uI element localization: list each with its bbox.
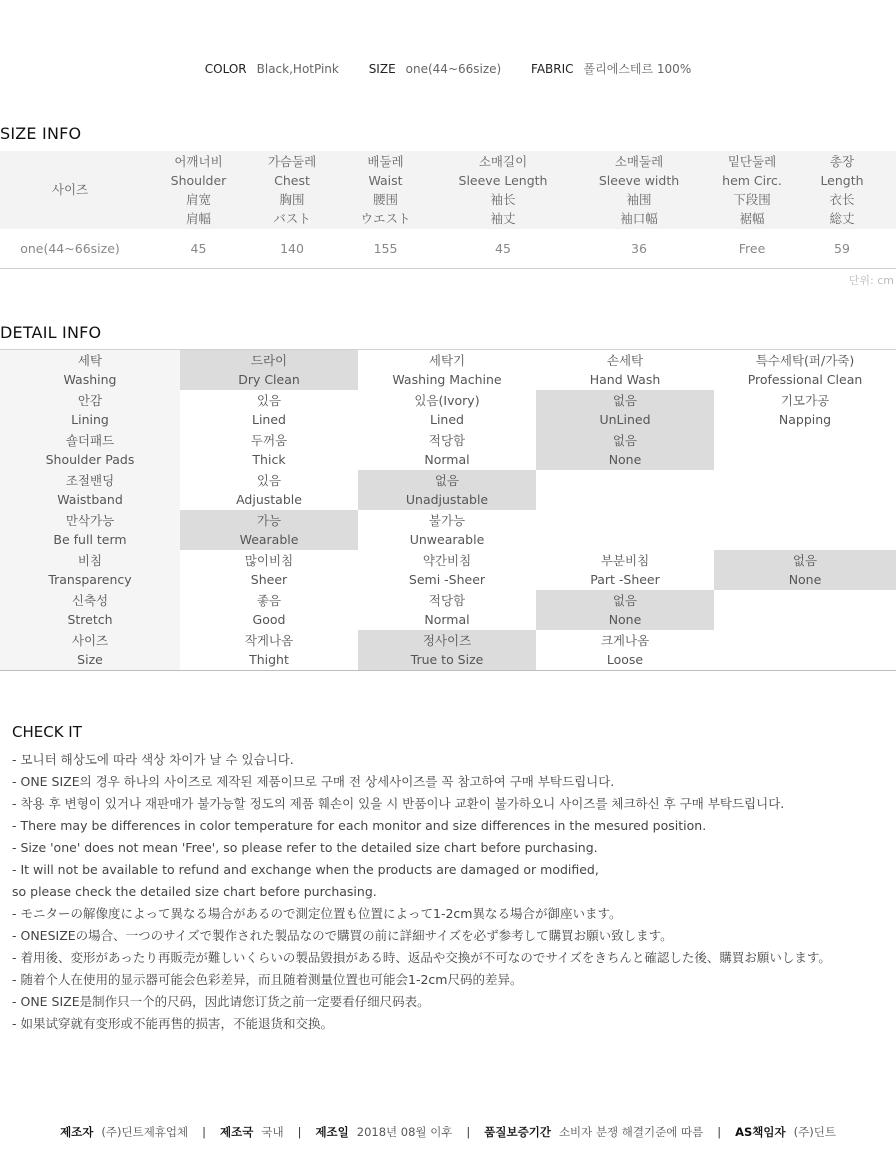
col-kr: 소매둘레 <box>614 154 664 169</box>
option-en: Wearable <box>239 532 299 547</box>
detail-option-selected <box>358 630 536 671</box>
size-col-chest <box>257 151 327 229</box>
detail-option <box>536 630 714 671</box>
product-specs <box>0 60 896 77</box>
label-kr: 조절밴딩 <box>65 473 115 488</box>
option-kr: 없음 <box>612 593 638 608</box>
detail-option <box>714 430 896 470</box>
detail-option <box>180 470 358 510</box>
detail-option <box>536 510 714 550</box>
col-en: Sleeve Length <box>458 173 548 188</box>
option-en: Adjustable <box>236 492 302 507</box>
option-kr: 불가능 <box>428 513 466 528</box>
size-value: 36 <box>562 229 716 269</box>
divider: | <box>717 1125 722 1139</box>
col-en: hem Circ. <box>722 173 782 188</box>
col-cn: 胸围 <box>279 192 305 207</box>
divider: | <box>202 1125 207 1139</box>
col-kr: 배둘레 <box>367 154 404 169</box>
option-kr: 없음 <box>612 393 638 408</box>
option-en: Hand Wash <box>589 372 661 387</box>
detail-row-label <box>0 470 180 510</box>
size-col-length <box>788 151 896 229</box>
detail-option-selected <box>180 510 358 550</box>
table-row <box>0 350 896 391</box>
check-it-title: CHECK IT <box>12 723 82 741</box>
maker-label: 제조자 <box>60 1125 94 1139</box>
size-info-title: SIZE INFO <box>0 124 82 143</box>
label-kr: 세탁 <box>77 353 103 368</box>
option-en: True to Size <box>410 652 484 667</box>
divider: | <box>466 1125 471 1139</box>
col-kr: 밑단둘레 <box>727 154 777 169</box>
option-kr: 가능 <box>256 513 282 528</box>
note-line: - モニターの解像度によって異なる場合があるので測定位置も位置によって1-2cm異なる場合が御座います。 <box>12 906 622 921</box>
option-kr: 약간비침 <box>422 553 472 568</box>
detail-option <box>180 630 358 671</box>
size-value: 45 <box>140 229 257 269</box>
note-line: - 着用後、変形があったり再販売が難しいくらいの製品毀損がある時、返品や交換が不可なのでサイズをきちんと確認した後、購買お願いします。 <box>12 950 831 965</box>
table-row <box>0 590 896 630</box>
country-value: 국내 <box>261 1125 284 1139</box>
col-jp: 袖口幅 <box>620 211 658 226</box>
detail-option-selected <box>180 350 358 391</box>
label-kr: 안감 <box>77 393 103 408</box>
option-kr: 크게나옴 <box>600 633 650 648</box>
detail-option <box>714 630 896 671</box>
option-en: Unadjustable <box>405 492 489 507</box>
country-label: 제조국 <box>220 1125 254 1139</box>
divider: | <box>297 1125 302 1139</box>
option-en: Lined <box>252 412 286 427</box>
option-en: Normal <box>424 612 470 627</box>
size-name: one(44~66size) <box>0 229 140 269</box>
size-col-sleeve-width <box>562 151 716 229</box>
label-kr: 비침 <box>77 553 103 568</box>
option-en: Thick <box>252 452 286 467</box>
detail-option <box>180 590 358 630</box>
option-en: UnLined <box>599 412 651 427</box>
note-line: - 随着个人在使用的显示器可能会色彩差异，而且随着测量位置也可能会1-2cm尺码的差异。 <box>12 972 523 987</box>
label-en: Shoulder Pads <box>45 452 135 467</box>
unit-note: 단위: cm <box>848 274 894 287</box>
note-line: - It will not be available to refund and exchange when the products are damaged or modified, <box>12 862 599 877</box>
size-value: 140 <box>257 229 327 269</box>
detail-option <box>358 510 536 550</box>
col-en: Shoulder <box>170 173 227 188</box>
option-kr: 정사이즈 <box>422 633 472 648</box>
warranty-label: 품질보증기간 <box>484 1125 551 1139</box>
fabric-value: 폴리에스테르 100% <box>583 62 692 76</box>
detail-option-selected <box>714 550 896 590</box>
option-en: Washing Machine <box>392 372 502 387</box>
option-kr: 있음(Ivory) <box>414 393 480 408</box>
detail-row-label <box>0 350 180 391</box>
note-line: - ONE SIZE是制作只一个的尺码，因此请您订货之前一定要看仔细尺码表。 <box>12 994 430 1009</box>
fabric-label: FABRIC <box>531 62 574 76</box>
option-en: Semi -Sheer <box>408 572 486 587</box>
label-en: Size <box>77 652 103 667</box>
col-jp: 裾幅 <box>739 211 765 226</box>
label-en: Transparency <box>48 572 132 587</box>
col-cn: 衣长 <box>829 192 855 207</box>
option-kr: 있음 <box>256 473 282 488</box>
table-row <box>0 390 896 430</box>
note-line: - Size 'one' does not mean 'Free', so please refer to the detailed size chart before purchasing. <box>12 840 598 855</box>
table-row <box>0 229 896 269</box>
note-line: - ONE SIZE의 경우 하나의 사이즈로 제작된 제품이므로 구매 전 상세사이즈를 꼭 참고하여 구매 부탁드립니다. <box>12 774 615 789</box>
detail-option <box>180 390 358 430</box>
option-en: Napping <box>778 412 832 427</box>
date-value: 2018년 08월 이후 <box>356 1125 453 1139</box>
col-en: Waist <box>368 173 403 188</box>
option-en: Unwearable <box>409 532 485 547</box>
label-kr: 숄더패드 <box>65 433 115 448</box>
col-en: Sleeve width <box>598 173 680 188</box>
detail-row-label <box>0 430 180 470</box>
label-kr: 사이즈 <box>71 633 109 648</box>
as-value: (주)딘트 <box>793 1125 836 1139</box>
table-row <box>0 430 896 470</box>
detail-option <box>358 550 536 590</box>
note-line: - 모니터 해상도에 따라 색상 차이가 날 수 있습니다. <box>12 752 294 767</box>
option-kr: 적당함 <box>428 593 466 608</box>
detail-option <box>714 350 896 391</box>
option-en: Normal <box>424 452 470 467</box>
option-en: Professional Clean <box>747 372 863 387</box>
detail-row-label <box>0 630 180 671</box>
date-label: 제조일 <box>315 1125 349 1139</box>
size-table <box>0 151 896 269</box>
detail-option <box>536 470 714 510</box>
option-en: Good <box>252 612 286 627</box>
size-value: 155 <box>327 229 444 269</box>
col-en: Length <box>820 173 864 188</box>
option-kr: 없음 <box>612 433 638 448</box>
detail-table <box>0 349 896 671</box>
detail-option <box>358 350 536 391</box>
detail-option-selected <box>536 430 714 470</box>
option-kr: 드라이 <box>250 353 288 368</box>
option-en: Lined <box>430 412 464 427</box>
as-label: AS책임자 <box>735 1125 786 1139</box>
col-jp: 袖丈 <box>490 211 516 226</box>
detail-row-label <box>0 550 180 590</box>
table-row <box>0 550 896 590</box>
option-en: None <box>788 572 822 587</box>
detail-option-selected <box>536 390 714 430</box>
col-kr: 총장 <box>829 154 855 169</box>
option-kr: 많이비침 <box>244 553 294 568</box>
option-kr: 손세탁 <box>606 353 644 368</box>
size-col-waist <box>327 151 444 229</box>
option-kr: 좋음 <box>256 593 282 608</box>
detail-row-label <box>0 590 180 630</box>
detail-option <box>358 430 536 470</box>
table-row <box>0 470 896 510</box>
note-line: - ONESIZEの場合、一つのサイズで製作された製品なので購買の前に詳細サイズを必ず参考して購買お願い致します。 <box>12 928 673 943</box>
size-col-sleeve-length <box>444 151 562 229</box>
size-value: one(44~66size) <box>405 62 502 76</box>
col-cn: 肩宽 <box>185 192 211 207</box>
col-cn: 袖围 <box>626 192 652 207</box>
col-jp: ウエスト <box>360 211 411 226</box>
option-kr: 없음 <box>434 473 460 488</box>
col-cn: 袖长 <box>490 192 516 207</box>
option-kr: 세탁기 <box>428 353 466 368</box>
label-kr: 신축성 <box>71 593 109 608</box>
size-value: 45 <box>444 229 562 269</box>
warranty-value: 소비자 분쟁 해결기준에 따름 <box>558 1125 704 1139</box>
option-en: None <box>608 452 642 467</box>
col-kr: 가슴둘레 <box>267 154 317 169</box>
detail-row-label <box>0 390 180 430</box>
option-kr: 적당함 <box>428 433 466 448</box>
check-it-notes <box>12 749 896 1035</box>
option-en: Part -Sheer <box>590 572 660 587</box>
option-en: Loose <box>606 652 644 667</box>
note-line: - 착용 후 변형이 있거나 재판매가 불가능할 정도의 제품 훼손이 있을 시 반품이나 교환이 불가하오니 사이즈를 체크하신 후 구매 부탁드립니다. <box>12 796 785 811</box>
label-en: Be full term <box>53 532 127 547</box>
size-col-shoulder <box>140 151 257 229</box>
label-en: Lining <box>71 412 109 427</box>
size-table-header <box>0 151 896 229</box>
col-en: Chest <box>274 173 310 188</box>
option-kr: 작게나옴 <box>244 633 294 648</box>
maker-value: (주)딘트제휴업체 <box>101 1125 189 1139</box>
label-en: Stretch <box>67 612 113 627</box>
detail-option <box>180 430 358 470</box>
size-row-label: 사이즈 <box>0 151 140 229</box>
option-en: None <box>608 612 642 627</box>
option-kr: 특수세탁(퍼/가죽) <box>755 353 855 368</box>
option-kr: 기모가공 <box>780 393 830 408</box>
detail-option <box>714 590 896 630</box>
color-value: Black,HotPink <box>256 62 339 76</box>
detail-option <box>358 590 536 630</box>
size-col-hem <box>716 151 788 229</box>
col-cn: 腰围 <box>372 192 398 207</box>
col-cn: 下段围 <box>733 192 771 207</box>
table-row <box>0 630 896 671</box>
detail-option-selected <box>536 590 714 630</box>
label-en: Waistband <box>57 492 123 507</box>
label-en: Washing <box>63 372 117 387</box>
detail-option <box>714 510 896 550</box>
size-value: 59 <box>788 229 896 269</box>
option-kr: 부분비침 <box>600 553 650 568</box>
detail-option <box>536 350 714 391</box>
col-jp: 肩幅 <box>185 211 211 226</box>
col-kr: 소매길이 <box>478 154 528 169</box>
detail-option <box>358 390 536 430</box>
note-line: - 如果试穿就有变形或不能再售的损害，不能退货和交换。 <box>12 1016 333 1031</box>
option-en: Thight <box>249 652 289 667</box>
option-en: Sheer <box>250 572 288 587</box>
option-kr: 없음 <box>792 553 818 568</box>
size-label: SIZE <box>368 62 396 76</box>
option-kr: 두꺼움 <box>250 433 288 448</box>
table-row <box>0 510 896 550</box>
detail-option <box>714 470 896 510</box>
note-line: - There may be differences in color temperature for each monitor and size differences in the mesured position. <box>12 818 707 833</box>
size-value: Free <box>716 229 788 269</box>
option-en: Dry Clean <box>238 372 300 387</box>
detail-option <box>536 550 714 590</box>
detail-option-selected <box>358 470 536 510</box>
col-jp: 総丈 <box>829 211 855 226</box>
color-label: COLOR <box>204 62 247 76</box>
detail-info-title: DETAIL INFO <box>0 323 102 342</box>
footer <box>0 1124 896 1140</box>
option-kr: 있음 <box>256 393 282 408</box>
note-line: so please check the detailed size chart before purchasing. <box>12 884 377 899</box>
label-kr: 만삭가능 <box>65 513 115 528</box>
detail-option <box>180 550 358 590</box>
col-jp: バスト <box>273 211 311 226</box>
detail-option <box>714 390 896 430</box>
detail-row-label <box>0 510 180 550</box>
col-kr: 어깨너비 <box>174 154 223 169</box>
